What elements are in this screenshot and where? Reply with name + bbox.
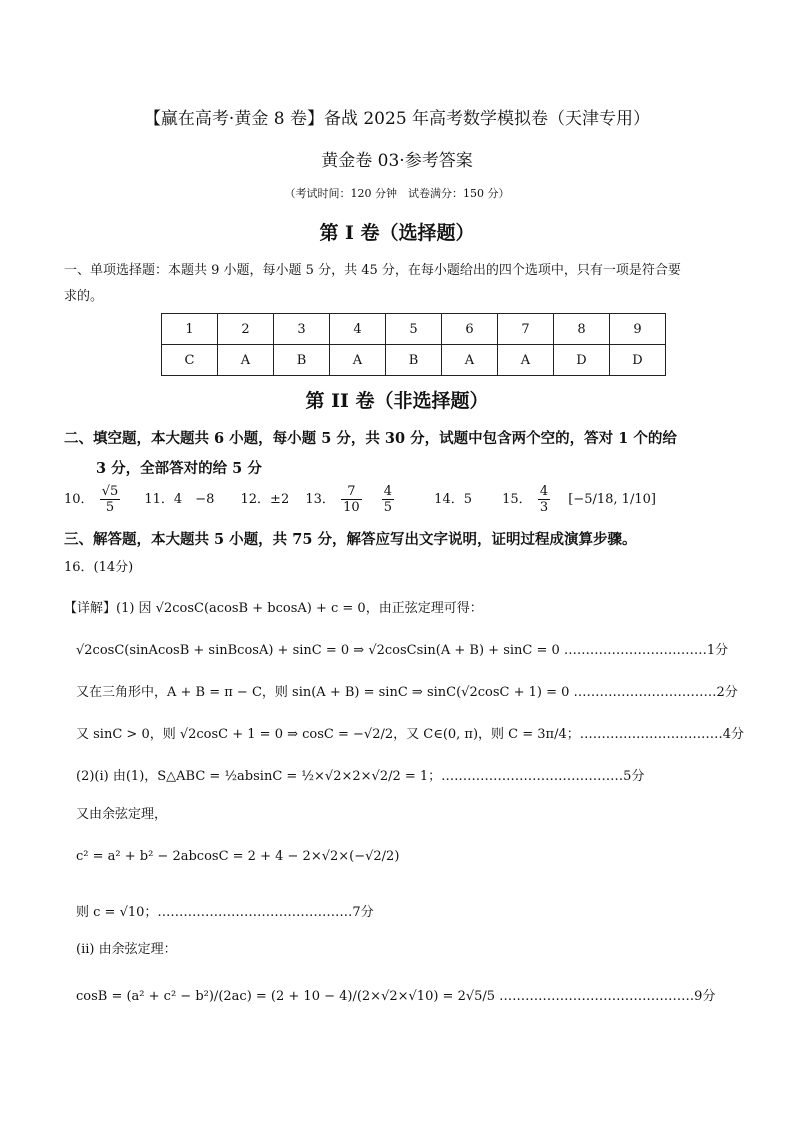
q15b-interval: [−5/18, 1/10]	[568, 492, 656, 507]
table-cell: D	[554, 345, 610, 376]
table-cell: A	[498, 345, 554, 376]
q12-answer: 12．±2	[240, 492, 290, 507]
section3-description: 三、解答题，本大题共 5 小题，共 75 分，解答应写出文字说明，证明过程成演算步骤。	[64, 531, 637, 548]
q13b-denominator: 5	[383, 500, 393, 515]
table-cell: 5	[386, 314, 442, 345]
q15a-fraction	[538, 484, 550, 515]
table-cell: C	[162, 345, 218, 376]
q16-solution-line2: √2cosC(sinAcosB + sinBcosA) + sinC = 0 ⇒ √2cosCsin(A + B) + sinC = 0 ……………………………1分	[76, 643, 729, 658]
table-cell: 1	[162, 314, 218, 345]
q16-solution-line7: c² = a² + b² − 2abcosC = 2 + 4 − 2×√2×(−√2/2)	[76, 849, 400, 864]
q13-label: 13．	[305, 492, 335, 507]
part1-heading: 第 I 卷（选择题）	[319, 222, 475, 244]
document-subtitle: 黄金卷 03·参考答案	[321, 151, 473, 171]
q16-solution-line10: cosB = (a² + c² − b²)/(2ac) = (2 + 10 − 4)/(2×√2×√10) = 2√5/5 ………………………………………9分	[76, 989, 716, 1004]
table-cell: B	[274, 345, 330, 376]
section1-desc-line1: 一、单项选择题：本题共 9 小题，每小题 5 分，共 45 分，在每小题给出的四个选项中，只有一项是符合要	[64, 263, 681, 278]
section2-description	[64, 424, 734, 484]
fill-answers-row	[64, 484, 656, 515]
q16-solution-line4: 又 sinC > 0，则 √2cosC + 1 = 0 ⇒ cosC = −√2/2，又 C∈(0, π)，则 C = 3π/4；……………………………4分	[76, 727, 745, 742]
table-cell: 6	[442, 314, 498, 345]
q16-solution-line6: 又由余弦定理，	[76, 807, 168, 822]
table-cell: 8	[554, 314, 610, 345]
q16-label: 16．(14分)	[64, 560, 134, 575]
q10-fraction	[100, 484, 121, 515]
q13b-numerator: 4	[383, 484, 393, 499]
section1-desc-line2: 求的。	[64, 289, 104, 304]
q16-solution-line8: 则 c = √10；………………………………………7分	[76, 905, 374, 920]
part2-heading: 第 II 卷（非选择题）	[305, 390, 489, 412]
table-cell: 9	[610, 314, 666, 345]
q11-answer: 11．4 −8	[144, 492, 215, 507]
q13a-numerator: 7	[341, 484, 362, 500]
table-row	[162, 345, 666, 376]
q16-solution-line1: 【详解】(1) 因 √2cosC(acosB + bcosA) + c = 0，由正弦定理可得：	[64, 601, 483, 616]
table-cell: A	[330, 345, 386, 376]
q10-denominator: 5	[105, 500, 115, 515]
document-title: 【赢在高考·黄金 8 卷】备战 2025 年高考数学模拟卷（天津专用）	[143, 109, 651, 129]
q16-solution-line3: 又在三角形中，A + B = π − C，则 sin(A + B) = sinC ⇒ sinC(√2cosC + 1) = 0 ……………………………2分	[76, 685, 738, 700]
table-cell: 4	[330, 314, 386, 345]
table-cell: 2	[218, 314, 274, 345]
q13a-fraction	[341, 484, 362, 515]
table-cell: 3	[274, 314, 330, 345]
q10-label: 10．	[64, 492, 94, 507]
q16-solution-line9: (ⅱ) 由余弦定理：	[76, 942, 177, 957]
table-cell: B	[386, 345, 442, 376]
table-cell: 7	[498, 314, 554, 345]
section1-description	[64, 258, 734, 310]
q15a-numerator: 4	[539, 484, 549, 499]
table-cell: D	[610, 345, 666, 376]
q14-answer: 14．5	[434, 492, 472, 507]
answer-table	[161, 313, 666, 376]
table-cell: A	[218, 345, 274, 376]
q13a-denominator: 10	[343, 500, 360, 515]
q15a-denominator: 3	[539, 500, 549, 515]
table-cell: A	[442, 345, 498, 376]
q10-numerator: √5	[101, 484, 119, 499]
exam-info: （考试时间：120 分钟 试卷满分：150 分）	[284, 187, 510, 200]
q15-label: 15．	[502, 492, 532, 507]
table-row	[162, 314, 666, 345]
section2-desc-line2: 3 分，全部答对的给 5 分	[96, 460, 262, 477]
section2-desc-line1: 二、填空题，本大题共 6 小题，每小题 5 分，共 30 分，试题中包含两个空的，答对 1 个的给	[64, 430, 677, 447]
q13b-fraction	[382, 484, 394, 515]
q16-solution-line5: (2)(ⅰ) 由(1)，S△ABC = ½absinC = ½×√2×2×√2/2 = 1；……………………………………5分	[76, 769, 645, 784]
